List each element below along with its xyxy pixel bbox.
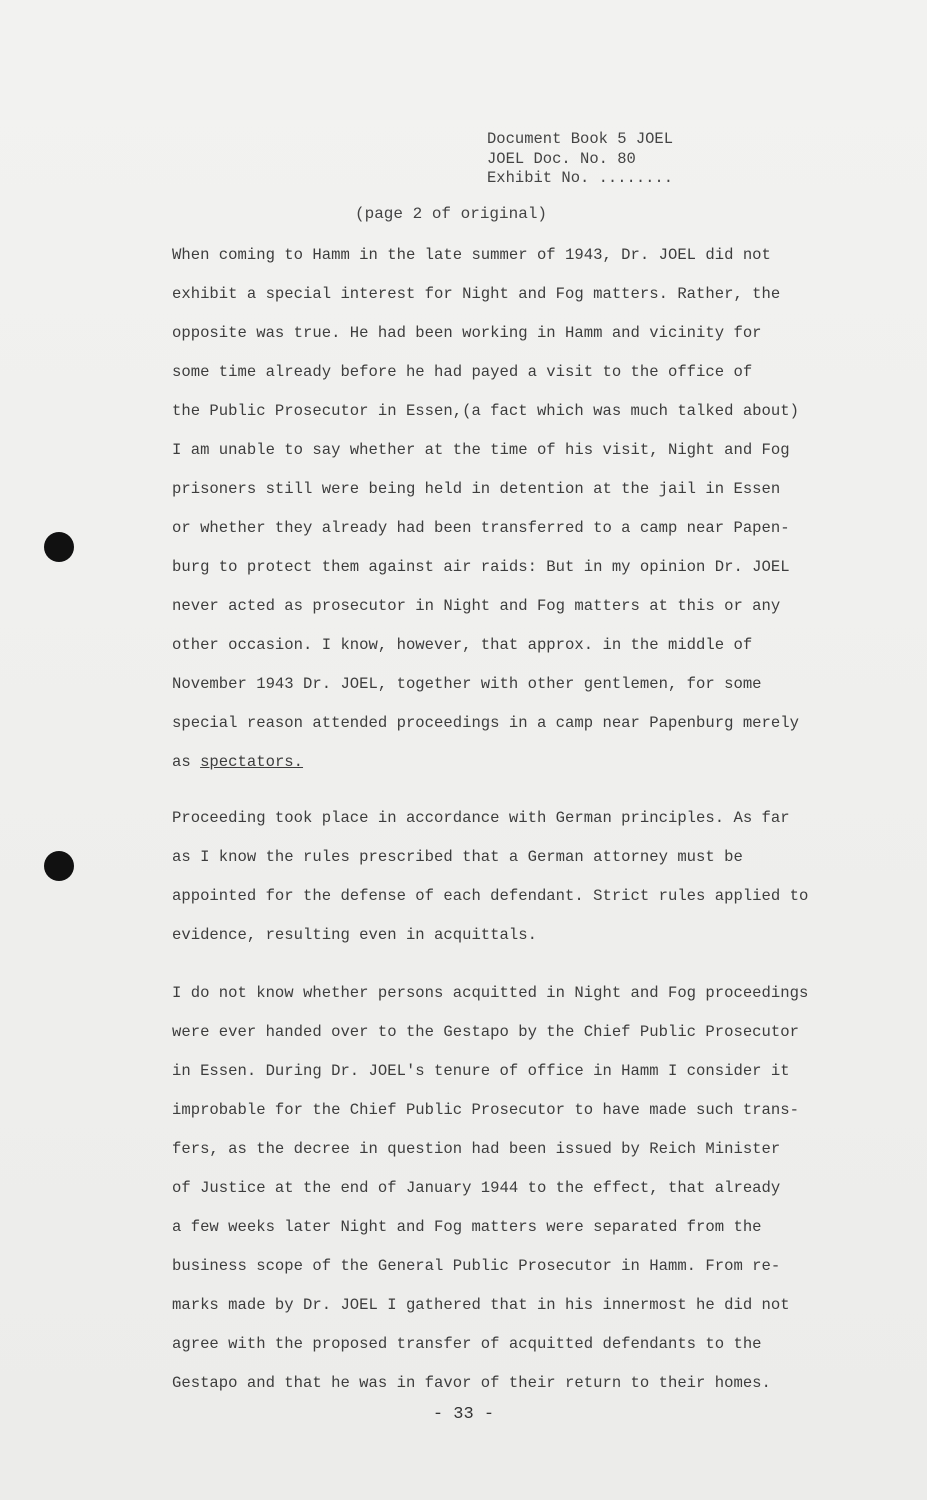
- header-document-book: Document Book 5 JOEL: [487, 130, 674, 148]
- text-line: some time already before he had payed a visit to the office of: [172, 363, 753, 381]
- page-subtitle: (page 2 of original): [355, 205, 548, 223]
- header-exhibit-number: Exhibit No. ........: [487, 169, 674, 187]
- text-line: Proceeding took place in accordance with German principles. As far: [172, 809, 790, 827]
- page-number: - 33 -: [432, 1405, 495, 1424]
- text-line: marks made by Dr. JOEL I gathered that in his innermost he did not: [172, 1296, 790, 1314]
- text-line: other occasion. I know, however, that approx. in the middle of: [172, 636, 753, 654]
- text-line: appointed for the defense of each defendant. Strict rules applied to: [172, 887, 809, 905]
- text-line: evidence, resulting even in acquittals.: [172, 926, 537, 944]
- paragraph-1: [172, 236, 842, 782]
- text-line: opposite was true. He had been working in Hamm and vicinity for: [172, 324, 762, 342]
- text-line: never acted as prosecutor in Night and Fog matters at this or any: [172, 597, 781, 615]
- punch-hole-top: [44, 532, 74, 562]
- paragraph-2: [172, 799, 842, 955]
- text-fragment: as: [172, 753, 191, 771]
- text-line: of Justice at the end of January 1944 to the effect, that already: [172, 1179, 781, 1197]
- text-line: prisoners still were being held in detention at the jail in Essen: [172, 480, 781, 498]
- punch-hole-bottom: [44, 851, 74, 881]
- text-line: in Essen. During Dr. JOEL's tenure of office in Hamm I consider it: [172, 1062, 790, 1080]
- text-line-last: [172, 743, 842, 782]
- text-line: Gestapo and that he was in favor of their return to their homes.: [172, 1374, 771, 1392]
- text-line: improbable for the Chief Public Prosecutor to have made such trans-: [172, 1101, 799, 1119]
- text-line: special reason attended proceedings in a camp near Papenburg merely: [172, 714, 799, 732]
- paragraph-3: [172, 974, 842, 1403]
- text-line: When coming to Hamm in the late summer of 1943, Dr. JOEL did not: [172, 246, 771, 264]
- text-line: burg to protect them against air raids: But in my opinion Dr. JOEL: [172, 558, 790, 576]
- text-line: November 1943 Dr. JOEL, together with other gentlemen, for some: [172, 675, 762, 693]
- text-line: the Public Prosecutor in Essen,(a fact which was much talked about): [172, 402, 799, 420]
- underlined-text: spectators.: [200, 753, 304, 771]
- text-line: I am unable to say whether at the time of his visit, Night and Fog: [172, 441, 790, 459]
- text-line: a few weeks later Night and Fog matters were separated from the: [172, 1218, 762, 1236]
- text-line: business scope of the General Public Prosecutor in Hamm. From re-: [172, 1257, 781, 1275]
- text-line: were ever handed over to the Gestapo by the Chief Public Prosecutor: [172, 1023, 799, 1041]
- text-line: or whether they already had been transferred to a camp near Papen-: [172, 519, 790, 537]
- text-line: exhibit a special interest for Night and Fog matters. Rather, the: [172, 285, 781, 303]
- text-line: as I know the rules prescribed that a German attorney must be: [172, 848, 743, 866]
- text-line: I do not know whether persons acquitted in Night and Fog proceedings: [172, 984, 809, 1002]
- header-doc-number: JOEL Doc. No. 80: [487, 149, 636, 168]
- document-header: [487, 130, 673, 189]
- text-line: agree with the proposed transfer of acquitted defendants to the: [172, 1335, 762, 1353]
- text-line: fers, as the decree in question had been issued by Reich Minister: [172, 1140, 781, 1158]
